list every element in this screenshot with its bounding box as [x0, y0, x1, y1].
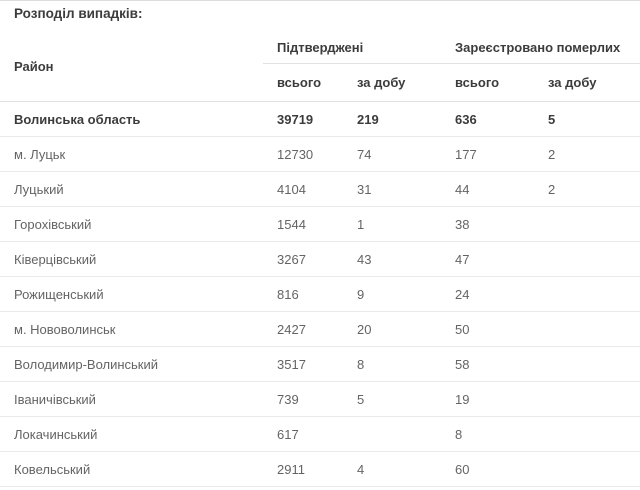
- cell-deaths-day: [534, 382, 640, 417]
- cell-region: Луцький: [0, 172, 263, 207]
- col-group-deaths: Зареєстровано померлих: [441, 31, 640, 64]
- cell-confirmed-total: 2911: [263, 452, 343, 487]
- cell-confirmed-total: 3517: [263, 347, 343, 382]
- table-group-header-row: [0, 31, 640, 64]
- cell-deaths-total: 47: [441, 242, 534, 277]
- table-row: [0, 137, 640, 172]
- cell-deaths-day: 2: [534, 172, 640, 207]
- table-row: [0, 312, 640, 347]
- cell-region: Рожищенський: [0, 277, 263, 312]
- col-header-confirmed-day: за добу: [343, 64, 441, 102]
- cell-region: Ковельський: [0, 452, 263, 487]
- cell-deaths-total: 8: [441, 417, 534, 452]
- cell-confirmed-total: 816: [263, 277, 343, 312]
- cell-region: Володимир-Волинський: [0, 347, 263, 382]
- cell-deaths-day: 2: [534, 137, 640, 172]
- page-title: Розподіл випадків:: [14, 6, 143, 21]
- cell-region: м. Луцьк: [0, 137, 263, 172]
- cell-deaths-day: [534, 277, 640, 312]
- cell-confirmed-total: 39719: [263, 102, 343, 137]
- cell-deaths-day: [534, 417, 640, 452]
- cell-deaths-day: [534, 312, 640, 347]
- cell-deaths-total: 38: [441, 207, 534, 242]
- cell-confirmed-total: 617: [263, 417, 343, 452]
- cell-deaths-total: 58: [441, 347, 534, 382]
- cell-confirmed-total: 12730: [263, 137, 343, 172]
- cell-confirmed-day: 5: [343, 382, 441, 417]
- cell-deaths-total: 50: [441, 312, 534, 347]
- col-header-confirmed-total: всього: [263, 64, 343, 102]
- cell-confirmed-day: 74: [343, 137, 441, 172]
- col-header-deaths-total: всього: [441, 64, 534, 102]
- table-row: [0, 452, 640, 487]
- cell-deaths-day: [534, 242, 640, 277]
- table-row: [0, 102, 640, 137]
- cell-region: Іваничівський: [0, 382, 263, 417]
- cell-deaths-total: 60: [441, 452, 534, 487]
- cell-confirmed-day: 4: [343, 452, 441, 487]
- cell-deaths-total: 636: [441, 102, 534, 137]
- cell-confirmed-day: 9: [343, 277, 441, 312]
- cell-deaths-day: 5: [534, 102, 640, 137]
- cell-confirmed-day: 20: [343, 312, 441, 347]
- table-row: [0, 172, 640, 207]
- cell-confirmed-day: 1: [343, 207, 441, 242]
- cell-deaths-day: [534, 207, 640, 242]
- cell-confirmed-day: [343, 417, 441, 452]
- cases-table: [0, 31, 640, 487]
- cell-confirmed-day: 219: [343, 102, 441, 137]
- cell-confirmed-total: 1544: [263, 207, 343, 242]
- table-header: [0, 31, 640, 102]
- cell-deaths-day: [534, 347, 640, 382]
- cell-deaths-day: [534, 452, 640, 487]
- cell-region: Волинська область: [0, 102, 263, 137]
- table-row: [0, 242, 640, 277]
- table-row: [0, 277, 640, 312]
- cell-deaths-total: 24: [441, 277, 534, 312]
- col-header-region: Район: [0, 31, 263, 102]
- cell-confirmed-day: 31: [343, 172, 441, 207]
- cell-region: Ківерцівський: [0, 242, 263, 277]
- cell-confirmed-total: 739: [263, 382, 343, 417]
- table-row: [0, 207, 640, 242]
- table-row: [0, 347, 640, 382]
- cell-deaths-total: 177: [441, 137, 534, 172]
- cell-deaths-total: 19: [441, 382, 534, 417]
- col-group-confirmed: Підтверджені: [263, 31, 441, 64]
- table-body: [0, 102, 640, 487]
- col-header-deaths-day: за добу: [534, 64, 640, 102]
- table-row: [0, 417, 640, 452]
- cell-confirmed-day: 8: [343, 347, 441, 382]
- cell-confirmed-total: 2427: [263, 312, 343, 347]
- cell-region: Локачинський: [0, 417, 263, 452]
- cell-region: Горохівський: [0, 207, 263, 242]
- cell-confirmed-day: 43: [343, 242, 441, 277]
- cell-confirmed-total: 4104: [263, 172, 343, 207]
- cell-confirmed-total: 3267: [263, 242, 343, 277]
- table-row: [0, 382, 640, 417]
- cell-deaths-total: 44: [441, 172, 534, 207]
- cell-region: м. Нововолинськ: [0, 312, 263, 347]
